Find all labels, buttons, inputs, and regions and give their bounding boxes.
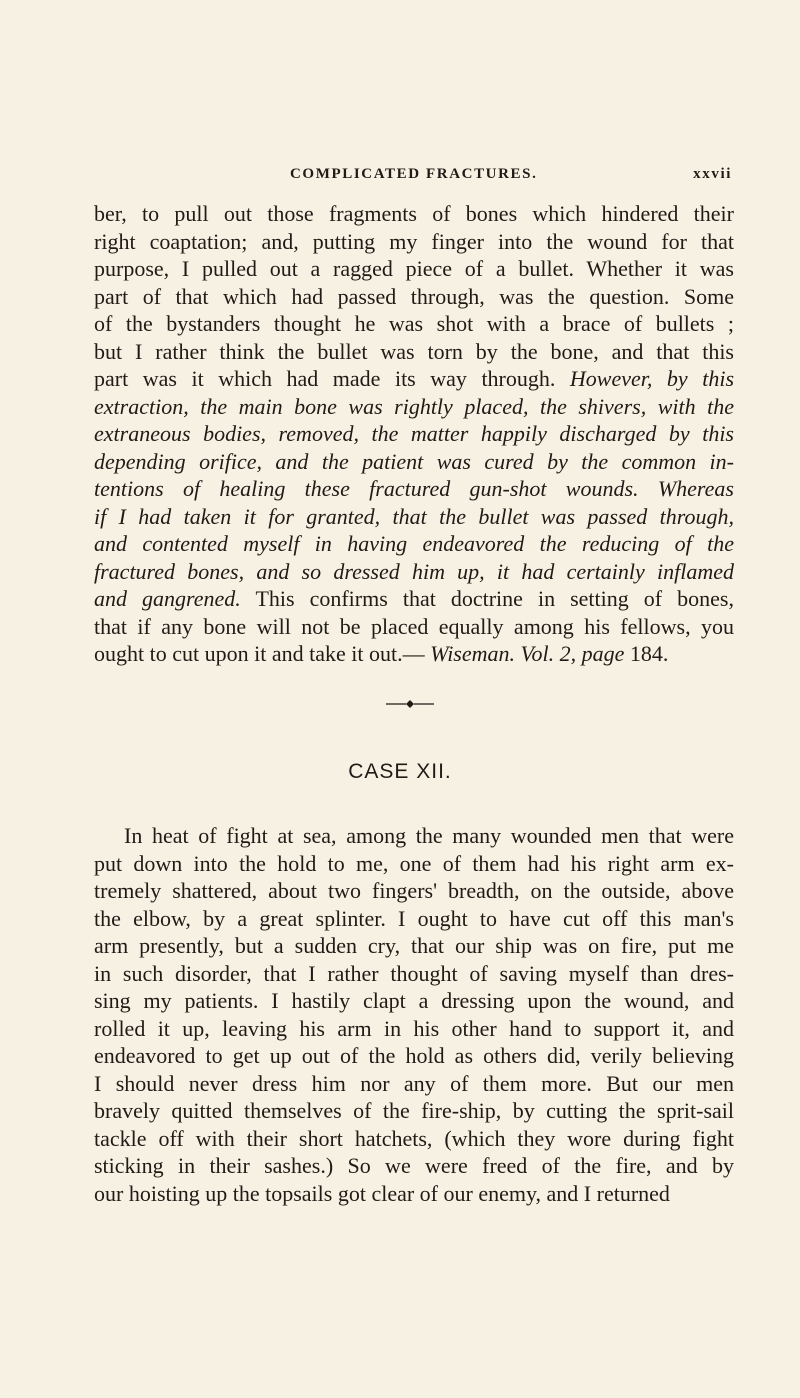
italic-text: fractured bones, and so dressed him up, it had certainly inflamed <box>94 558 734 584</box>
text-line <box>94 932 734 960</box>
text-run: of the bystanders thought he was shot with a brace of bullets ; <box>94 311 734 336</box>
text-line <box>94 877 734 905</box>
text-run: arm presently, but a sudden cry, that our ship was on fire, put me <box>94 933 734 958</box>
text-line <box>94 1097 734 1125</box>
paragraph-wiseman-case <box>94 200 734 668</box>
text-line <box>94 987 734 1015</box>
text-line <box>94 365 734 393</box>
section-divider-ornament <box>380 698 440 710</box>
text-run: tremely shattered, about two fingers' breadth, on the outside, above <box>94 878 734 903</box>
text-run: sticking in their sashes.) So we were freed of the fire, and by <box>94 1153 734 1178</box>
text-line <box>94 448 734 476</box>
page-number: xxvii <box>693 166 732 182</box>
text-run: sing my patients. I hastily clapt a dressing upon the wound, and <box>94 988 734 1013</box>
text-run: our hoisting up the topsails got clear of our enemy, and I returned <box>94 1180 670 1206</box>
case-heading: CASE XII. <box>348 760 452 783</box>
italic-text: and gangrened. <box>94 586 241 611</box>
text-run: tackle off with their short hatchets, (which they wore during fight <box>94 1125 734 1151</box>
text-run: rolled it up, leaving his arm in his other hand to support it, and <box>94 1015 734 1041</box>
text-run: right coaptation; and, putting my finger into the wound for that <box>94 228 734 254</box>
text-run: in such disorder, that I rather thought of saving myself than dres- <box>94 960 734 986</box>
text-line <box>94 1180 734 1208</box>
italic-text: and contented myself in having endeavored the reducing of the <box>94 531 734 556</box>
text-line <box>94 905 734 933</box>
paragraph-case-xii <box>94 822 734 1207</box>
text-line <box>94 393 734 421</box>
text-run: This confirms that doctrine in setting of bones, <box>240 586 734 611</box>
text-line <box>94 1042 734 1070</box>
text-run: ought to cut upon it and take it out.— <box>94 641 431 666</box>
text-line <box>94 228 734 256</box>
text-run: put down into the hold to me, one of them had his right arm ex- <box>94 850 734 876</box>
text-line <box>94 255 734 283</box>
running-head <box>94 166 732 186</box>
text-run: endeavored to get up out of the hold as others did, verily believing <box>94 1043 734 1068</box>
text-run: part was it which had made its way through. <box>94 366 570 391</box>
text-line <box>94 960 734 988</box>
text-line <box>94 558 734 586</box>
text-line <box>94 503 734 531</box>
italic-text: tentions of healing these fractured gun-shot wounds. Whereas <box>94 476 734 501</box>
italic-text: depending orifice, and the patient was cured by the common in- <box>94 448 734 474</box>
text-run: but I rather think the bullet was torn by the bone, and that this <box>94 338 734 364</box>
text-line <box>94 283 734 311</box>
text-line <box>94 1125 734 1153</box>
text-line <box>94 1070 734 1098</box>
text-run: bravely quitted themselves of the fire-ship, by cutting the sprit-sail <box>94 1098 734 1123</box>
text-run: that if any bone will not be placed equally among his fellows, you <box>94 613 734 639</box>
italic-text: extraneous bodies, removed, the matter happily discharged by this <box>94 421 734 446</box>
italic-text: Wiseman. Vol. 2, page <box>430 641 625 666</box>
text-line <box>94 420 734 448</box>
text-line <box>94 475 734 503</box>
italic-text: if I had taken it for granted, that the bullet was passed through, <box>94 503 734 529</box>
text-run: I should never dress him nor any of them more. But our men <box>94 1070 734 1096</box>
running-head-title: COMPLICATED FRACTURES. <box>290 166 538 182</box>
text-line <box>94 822 734 850</box>
text-line <box>94 640 734 668</box>
text-run: In heat of fight at sea, among the many wounded men that were <box>124 823 734 848</box>
italic-text: However, by this <box>569 366 734 391</box>
text-run: purpose, I pulled out a ragged piece of a bullet. Whether it was <box>94 256 734 281</box>
text-run: part of that which had passed through, was the question. Some <box>94 283 734 309</box>
italic-text: extraction, the main bone was rightly placed, the shivers, with the <box>94 393 734 419</box>
text-line <box>94 338 734 366</box>
text-line <box>94 1152 734 1180</box>
text-line <box>94 200 734 228</box>
text-line <box>94 585 734 613</box>
text-run: the elbow, by a great splinter. I ought to have cut off this man's <box>94 905 734 931</box>
text-line <box>94 850 734 878</box>
text-line <box>94 310 734 338</box>
text-run: 184. <box>624 641 669 666</box>
text-run: ber, to pull out those fragments of bones which hindered their <box>94 201 734 226</box>
text-line <box>94 530 734 558</box>
text-line <box>94 1015 734 1043</box>
text-line <box>94 613 734 641</box>
